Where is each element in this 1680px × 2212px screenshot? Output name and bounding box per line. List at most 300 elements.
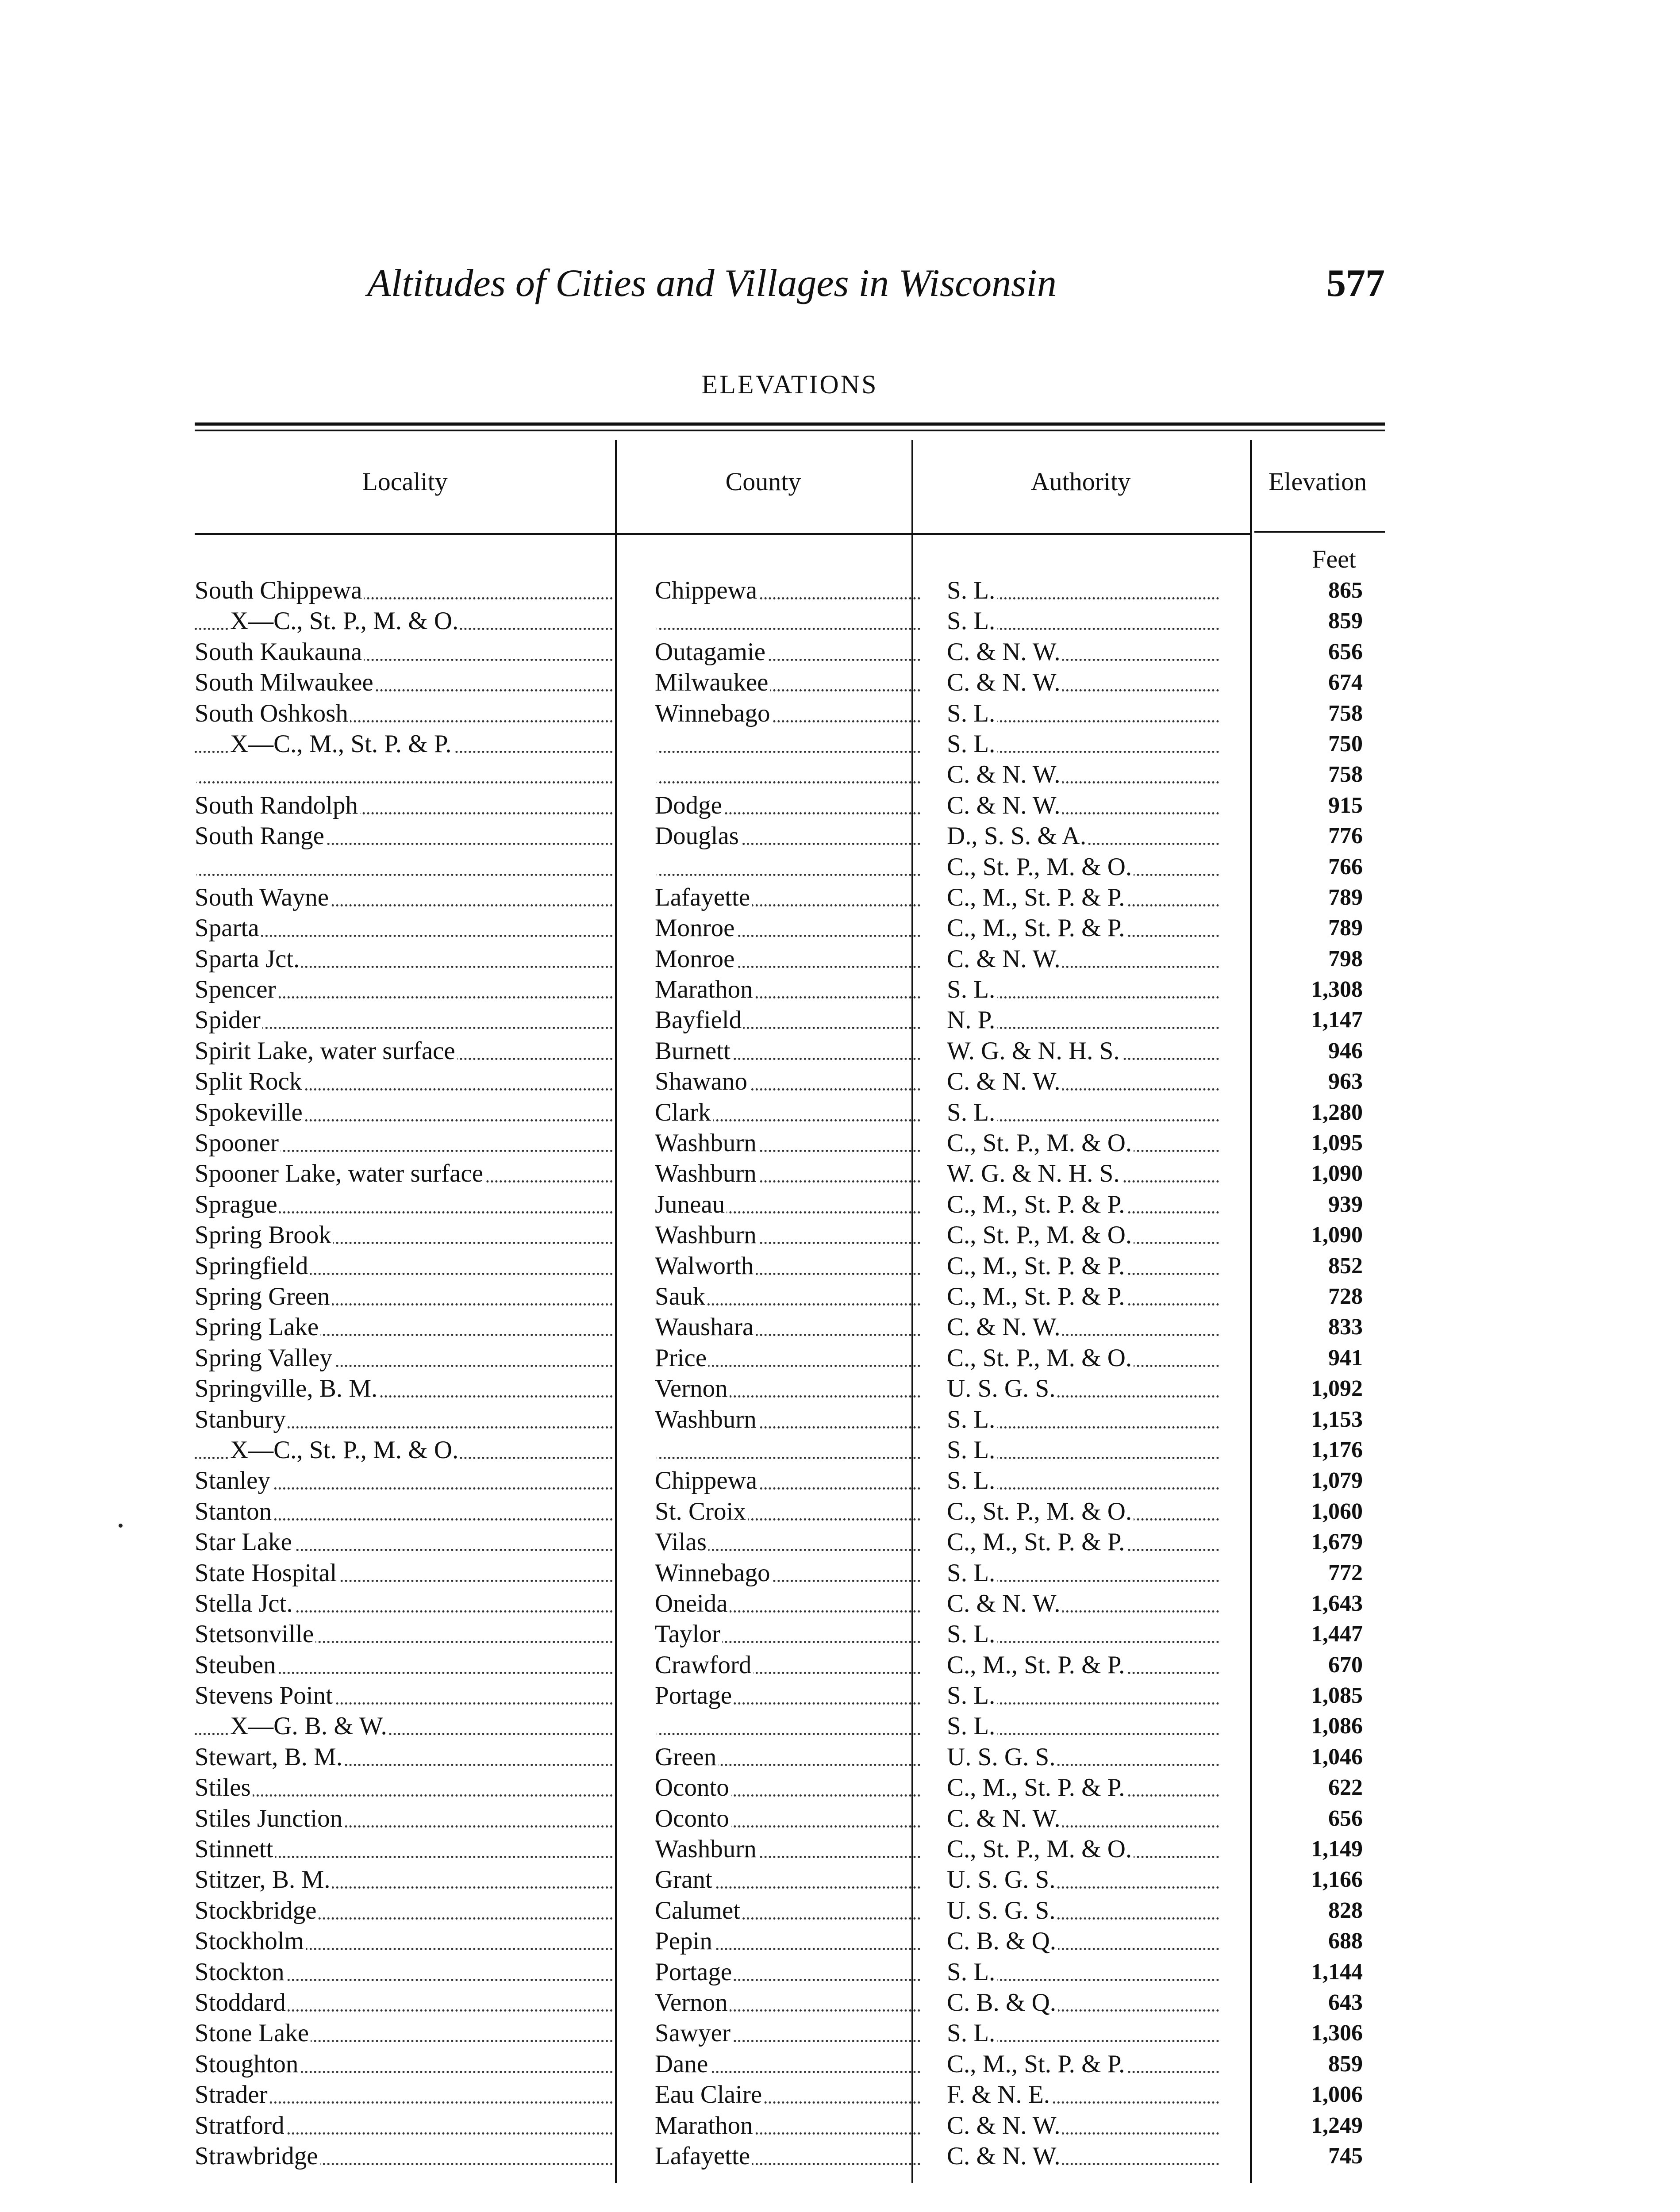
elevation-cell: 674	[1328, 670, 1363, 695]
authority-cell	[947, 1066, 1219, 1097]
authority-cell-text: S. L.	[947, 1467, 997, 1494]
county-cell-text: Washburn	[655, 1835, 758, 1863]
authority-cell	[947, 1404, 1219, 1435]
locality-cell	[195, 1220, 613, 1250]
section-title: ELEVATIONS	[701, 370, 878, 399]
county-cell	[655, 729, 920, 759]
locality-cell	[195, 1772, 613, 1803]
table-row	[195, 1005, 1385, 1035]
locality-cell	[195, 729, 613, 759]
table-row	[195, 2141, 1385, 2171]
elevation-cell: 656	[1328, 639, 1363, 664]
county-cell-text	[655, 1712, 657, 1740]
locality-cell	[195, 1926, 613, 1956]
authority-cell-text: S. L.	[947, 975, 997, 1003]
county-cell	[655, 852, 920, 882]
authority-cell-text: S. L.	[947, 1098, 997, 1126]
table-row	[195, 1036, 1385, 1066]
authority-cell-text: C., St. P., M. & O.	[947, 1221, 1134, 1249]
elevation-cell: 941	[1328, 1345, 1363, 1371]
locality-cell	[195, 1527, 613, 1557]
authority-cell	[947, 913, 1219, 943]
county-cell	[655, 1527, 920, 1557]
county-cell-text: Monroe	[655, 914, 736, 942]
table-row	[195, 1097, 1385, 1128]
county-cell-text	[655, 760, 657, 788]
authority-cell-text: S. L.	[947, 1958, 997, 1986]
county-cell	[655, 1957, 920, 1987]
table-row	[195, 1834, 1385, 1864]
column-header-authority: Authority	[1030, 467, 1131, 496]
county-cell-text: Washburn	[655, 1160, 758, 1187]
locality-cell-text: State Hospital	[195, 1559, 338, 1587]
locality-cell	[195, 1066, 613, 1097]
locality-cell	[195, 1465, 613, 1496]
authority-cell-text: F. & N. E.	[947, 2081, 1052, 2108]
locality-cell	[195, 1742, 613, 1772]
locality-cell-text: Springville, B. M.	[195, 1375, 379, 1402]
county-cell	[655, 1680, 920, 1711]
locality-cell-text: South Wayne	[195, 883, 331, 911]
authority-cell	[947, 637, 1219, 667]
table-row	[195, 759, 1385, 790]
column-header-elevation: Elevation	[1268, 467, 1367, 496]
authority-cell	[947, 1926, 1219, 1956]
locality-cell-text: Spring Brook	[195, 1221, 333, 1249]
table-row	[195, 1558, 1385, 1588]
elevation-cell: 1,280	[1311, 1099, 1363, 1125]
table-row	[195, 1803, 1385, 1834]
authority-cell	[947, 1343, 1219, 1373]
authority-cell	[947, 1251, 1219, 1281]
locality-cell-text: Spider	[195, 1006, 262, 1034]
county-cell	[655, 667, 920, 698]
locality-cell	[195, 1650, 613, 1680]
authority-cell-text: C., St. P., M. & O.	[947, 1129, 1134, 1157]
locality-cell	[195, 944, 613, 974]
locality-cell-text: Sparta	[195, 914, 261, 942]
county-cell-text: Walworth	[655, 1252, 755, 1280]
running-title: Altitudes of Cities and Villages in Wisconsin	[367, 262, 1057, 305]
table-row	[195, 1895, 1385, 1926]
locality-cell-text: X—C., St. P., M. & O.	[230, 1436, 460, 1464]
locality-cell-text: South Range	[195, 822, 326, 850]
locality-cell-text: Stockton	[195, 1958, 286, 1986]
elevation-cell: 833	[1328, 1314, 1363, 1340]
table-row	[195, 1128, 1385, 1158]
table-row	[195, 1711, 1385, 1741]
locality-cell	[195, 1496, 613, 1527]
locality-cell-text: Stiles	[195, 1774, 253, 1801]
header-rule	[615, 533, 911, 535]
header-rule	[911, 533, 1250, 535]
elevation-cell: 1,149	[1311, 1836, 1363, 1862]
county-cell-text: Portage	[655, 1682, 734, 1709]
authority-cell	[947, 1558, 1219, 1588]
locality-cell-text: Stone Lake	[195, 2019, 311, 2047]
authority-cell	[947, 1312, 1219, 1342]
authority-cell	[947, 1220, 1219, 1250]
table-row	[195, 1742, 1385, 1772]
locality-cell	[195, 1435, 613, 1465]
elevation-cell: 1,006	[1311, 2082, 1363, 2108]
elevation-cell: 1,308	[1311, 977, 1363, 1002]
elevation-cell: 1,086	[1311, 1713, 1363, 1739]
elevation-cell: 915	[1328, 792, 1363, 818]
table-row	[195, 1957, 1385, 1987]
locality-cell-text: Sparta Jct.	[195, 945, 301, 973]
elevation-cell: 728	[1328, 1283, 1363, 1309]
table-row	[195, 729, 1385, 759]
county-cell-text: Eau Claire	[655, 2081, 764, 2108]
elevation-cell: 939	[1328, 1191, 1363, 1217]
county-cell	[655, 1834, 920, 1864]
header-rule	[1254, 531, 1385, 533]
authority-cell	[947, 790, 1219, 821]
authority-cell-text: W. G. & N. H. S.	[947, 1037, 1122, 1065]
authority-cell-text: C., M., St. P. & P.	[947, 883, 1126, 911]
table-row	[195, 1465, 1385, 1496]
locality-cell	[195, 1803, 613, 1834]
county-cell	[655, 2018, 920, 2048]
locality-cell-text: Spirit Lake, water surface	[195, 1037, 457, 1065]
county-cell-text: Winnebago	[655, 699, 772, 727]
county-cell	[655, 1128, 920, 1158]
elevation-cell: 1,079	[1311, 1468, 1363, 1494]
locality-cell	[195, 1680, 613, 1711]
county-cell	[655, 698, 920, 729]
locality-cell	[195, 1864, 613, 1895]
locality-cell-text: Sprague	[195, 1190, 279, 1218]
authority-cell-text: W. G. & N. H. S.	[947, 1160, 1122, 1187]
locality-cell-text: Stewart, B. M.	[195, 1743, 344, 1771]
locality-cell	[195, 1005, 613, 1035]
locality-cell	[195, 882, 613, 913]
county-cell-text: Sawyer	[655, 2019, 732, 2047]
authority-cell	[947, 1097, 1219, 1128]
county-cell-text: Crawford	[655, 1651, 753, 1679]
table-row	[195, 913, 1385, 943]
table-row	[195, 2079, 1385, 2110]
locality-cell-text: Stiles Junction	[195, 1805, 344, 1832]
county-cell-text: Winnebago	[655, 1559, 772, 1587]
authority-cell-text: S. L.	[947, 699, 997, 727]
elevation-cell: 865	[1328, 578, 1363, 603]
locality-cell-text: South Chippewa	[195, 576, 364, 604]
locality-cell	[195, 1251, 613, 1281]
elevation-cell: 1,153	[1311, 1406, 1363, 1432]
locality-cell-text: Stevens Point	[195, 1682, 334, 1709]
county-cell-text: Price	[655, 1344, 708, 1372]
elevation-cell: 1,447	[1311, 1621, 1363, 1647]
authority-cell	[947, 606, 1219, 636]
county-cell-text: Lafayette	[655, 883, 752, 911]
locality-cell-text	[195, 760, 196, 788]
county-cell-text: Dodge	[655, 791, 724, 819]
locality-cell	[195, 790, 613, 821]
county-cell	[655, 1220, 920, 1250]
authority-cell-text: C. & N. W.	[947, 2112, 1062, 2139]
locality-cell-text: Stanton	[195, 1498, 273, 1525]
locality-cell	[195, 606, 613, 636]
elevation-cell: 963	[1328, 1069, 1363, 1094]
authority-cell	[947, 1864, 1219, 1895]
county-cell	[655, 1465, 920, 1496]
elevation-cell: 789	[1328, 884, 1363, 910]
authority-cell	[947, 1435, 1219, 1465]
locality-cell-text: X—C., St. P., M. & O.	[230, 607, 460, 635]
locality-cell-text: Stanley	[195, 1467, 272, 1494]
authority-cell-text: S. L.	[947, 1559, 997, 1587]
locality-cell-text: Stanbury	[195, 1406, 288, 1433]
authority-cell-text: C. & N. W.	[947, 1805, 1062, 1832]
locality-cell	[195, 1281, 613, 1312]
county-cell	[655, 2079, 920, 2110]
authority-cell	[947, 1772, 1219, 1803]
authority-cell	[947, 1742, 1219, 1772]
authority-cell-text: U. S. G. S.	[947, 1743, 1057, 1771]
county-cell	[655, 1558, 920, 1588]
county-cell-text: Pepin	[655, 1927, 714, 1955]
locality-cell	[195, 2110, 613, 2141]
authority-cell	[947, 1803, 1219, 1834]
county-cell	[655, 1926, 920, 1956]
elevation-cell: 766	[1328, 854, 1363, 879]
authority-cell-text: S. L.	[947, 1682, 997, 1709]
table-row	[195, 2049, 1385, 2079]
table-row	[195, 790, 1385, 821]
locality-cell-text: Spring Green	[195, 1283, 332, 1310]
locality-cell	[195, 852, 613, 882]
authority-cell	[947, 1158, 1219, 1189]
locality-cell-text: Spring Lake	[195, 1313, 320, 1341]
elevation-cell: 622	[1328, 1775, 1363, 1801]
elevation-cell: 789	[1328, 915, 1363, 941]
authority-cell-text: U. S. G. S.	[947, 1897, 1057, 1924]
authority-cell-text: C. B. & Q.	[947, 1927, 1058, 1955]
table-row	[195, 1251, 1385, 1281]
authority-cell-text: C., M., St. P. & P.	[947, 2050, 1126, 2078]
county-cell-text: Oconto	[655, 1805, 731, 1832]
locality-cell	[195, 1711, 613, 1741]
unit-label: Feet	[1312, 545, 1356, 573]
authority-cell	[947, 667, 1219, 698]
page-number: 577	[1326, 262, 1385, 305]
county-cell-text: Taylor	[655, 1620, 722, 1648]
locality-cell	[195, 1373, 613, 1404]
elevation-cell: 758	[1328, 700, 1363, 726]
authority-cell	[947, 1987, 1219, 2018]
county-cell	[655, 1005, 920, 1035]
column-header-locality: Locality	[362, 467, 448, 496]
locality-cell	[195, 2049, 613, 2079]
locality-cell-text: X—G. B. & W.	[230, 1712, 389, 1740]
county-cell	[655, 1189, 920, 1220]
authority-cell	[947, 944, 1219, 974]
authority-cell-text: C., M., St. P. & P.	[947, 1651, 1126, 1679]
authority-cell	[947, 1711, 1219, 1741]
authority-cell-text: S. L.	[947, 576, 997, 604]
locality-cell	[195, 759, 613, 790]
authority-cell-text: C. & N. W.	[947, 1313, 1062, 1341]
authority-cell-text: U. S. G. S.	[947, 1866, 1057, 1893]
locality-cell-text: Stetsonville	[195, 1620, 315, 1648]
authority-cell	[947, 2110, 1219, 2141]
authority-cell	[947, 1373, 1219, 1404]
locality-cell	[195, 1158, 613, 1189]
locality-cell-text: South Kaukauna	[195, 638, 364, 666]
elevation-cell: 1,144	[1311, 1959, 1363, 1985]
elevation-cell: 1,095	[1311, 1130, 1363, 1156]
authority-cell	[947, 1496, 1219, 1527]
elevation-cell: 798	[1328, 946, 1363, 972]
table-row	[195, 944, 1385, 974]
elevation-cell: 776	[1328, 823, 1363, 849]
authority-cell	[947, 882, 1219, 913]
authority-cell-text: C., St. P., M. & O.	[947, 1344, 1134, 1372]
authority-cell-text: C. & N. W.	[947, 760, 1062, 788]
elevation-cell: 750	[1328, 731, 1363, 757]
elevation-cell: 1,643	[1311, 1590, 1363, 1616]
locality-cell	[195, 913, 613, 943]
county-cell-text: Dane	[655, 2050, 710, 2078]
table-row	[195, 637, 1385, 667]
locality-cell	[195, 1189, 613, 1220]
elevation-cell: 946	[1328, 1038, 1363, 1064]
locality-cell-text: Stockbridge	[195, 1897, 318, 1924]
elevation-cell: 1,090	[1311, 1222, 1363, 1248]
locality-cell-text: Stitzer, B. M.	[195, 1866, 332, 1893]
locality-cell	[195, 1097, 613, 1128]
county-cell-text	[655, 853, 657, 881]
locality-cell	[195, 1312, 613, 1342]
authority-cell-text: C. & N. W.	[947, 638, 1062, 666]
county-cell	[655, 759, 920, 790]
county-cell	[655, 575, 920, 606]
locality-cell-text	[195, 853, 196, 881]
authority-cell-text: N. P.	[947, 1006, 997, 1034]
table-row	[195, 1680, 1385, 1711]
authority-cell-text: C. & N. W.	[947, 1590, 1062, 1617]
authority-cell-text: C., M., St. P. & P.	[947, 1190, 1126, 1218]
authority-cell	[947, 2018, 1219, 2048]
locality-cell-text: Spooner	[195, 1129, 281, 1157]
locality-cell	[195, 821, 613, 851]
locality-cell-text: Spencer	[195, 975, 278, 1003]
authority-cell	[947, 1036, 1219, 1066]
authority-cell	[947, 1281, 1219, 1312]
authority-cell	[947, 1834, 1219, 1864]
locality-cell	[195, 1619, 613, 1649]
elevation-cell: 1,060	[1311, 1498, 1363, 1524]
table-row	[195, 1189, 1385, 1220]
county-cell-text: Lafayette	[655, 2142, 752, 2170]
county-cell	[655, 1742, 920, 1772]
county-cell-text: Douglas	[655, 822, 741, 850]
authority-cell-text: C. & N. W.	[947, 945, 1062, 973]
elevation-cell: 1,085	[1311, 1683, 1363, 1709]
elevation-cell: 688	[1328, 1928, 1363, 1954]
authority-cell	[947, 729, 1219, 759]
authority-cell-text: C. & N. W.	[947, 791, 1062, 819]
county-cell-text: Calumet	[655, 1897, 742, 1924]
county-cell	[655, 790, 920, 821]
county-cell-text: Outagamie	[655, 638, 767, 666]
locality-cell-text: Stockholm	[195, 1927, 306, 1955]
authority-cell	[947, 1527, 1219, 1557]
county-cell	[655, 1373, 920, 1404]
locality-cell	[195, 1957, 613, 1987]
county-cell-text: Oconto	[655, 1774, 731, 1801]
locality-cell	[195, 1128, 613, 1158]
table-row	[195, 1619, 1385, 1649]
table-row	[195, 1527, 1385, 1557]
table-row	[195, 821, 1385, 851]
authority-cell-text: C., St. P., M. & O.	[947, 853, 1134, 881]
county-cell	[655, 1711, 920, 1741]
table-row	[195, 1158, 1385, 1189]
county-cell	[655, 1036, 920, 1066]
page-header	[0, 261, 1680, 319]
table-row	[195, 1281, 1385, 1312]
authority-cell	[947, 1895, 1219, 1926]
header-rule	[195, 533, 615, 535]
county-cell	[655, 1343, 920, 1373]
authority-cell	[947, 575, 1219, 606]
county-cell	[655, 974, 920, 1005]
county-cell-text: St. Croix	[655, 1498, 748, 1525]
county-cell	[655, 913, 920, 943]
elevation-cell: 643	[1328, 1989, 1363, 2015]
locality-cell-text: South Milwaukee	[195, 668, 375, 696]
authority-cell-text: C. & N. W.	[947, 2142, 1062, 2170]
elevation-cell: 859	[1328, 2051, 1363, 2077]
county-cell-text: Washburn	[655, 1221, 758, 1249]
locality-cell-text: X—C., M., St. P. & P.	[230, 730, 454, 758]
table-row	[195, 575, 1385, 606]
table-row	[195, 1435, 1385, 1465]
table-row	[195, 1066, 1385, 1097]
county-cell-text: Bayfield	[655, 1006, 743, 1034]
county-cell	[655, 2141, 920, 2171]
authority-cell-text: C., M., St. P. & P.	[947, 1283, 1126, 1310]
county-cell	[655, 1158, 920, 1189]
locality-cell	[195, 1588, 613, 1619]
elevation-cell: 828	[1328, 1897, 1363, 1923]
county-cell	[655, 1987, 920, 2018]
county-cell-text: Vernon	[655, 1989, 730, 2016]
locality-cell	[195, 1343, 613, 1373]
authority-cell	[947, 1588, 1219, 1619]
authority-cell-text: S. L.	[947, 1712, 997, 1740]
locality-cell	[195, 1895, 613, 1926]
locality-cell	[195, 974, 613, 1005]
elevation-cell: 1,046	[1311, 1744, 1363, 1770]
county-cell-text: Portage	[655, 1958, 734, 1986]
table-row	[195, 1404, 1385, 1435]
county-cell	[655, 1097, 920, 1128]
table-row	[195, 1864, 1385, 1895]
county-cell	[655, 606, 920, 636]
county-cell	[655, 882, 920, 913]
locality-cell	[195, 2141, 613, 2171]
elevation-cell: 1,176	[1311, 1437, 1363, 1463]
county-cell-text: Washburn	[655, 1406, 758, 1433]
table-row	[195, 698, 1385, 729]
authority-cell	[947, 1957, 1219, 1987]
authority-cell-text: C., M., St. P. & P.	[947, 1252, 1126, 1280]
table-row	[195, 606, 1385, 636]
